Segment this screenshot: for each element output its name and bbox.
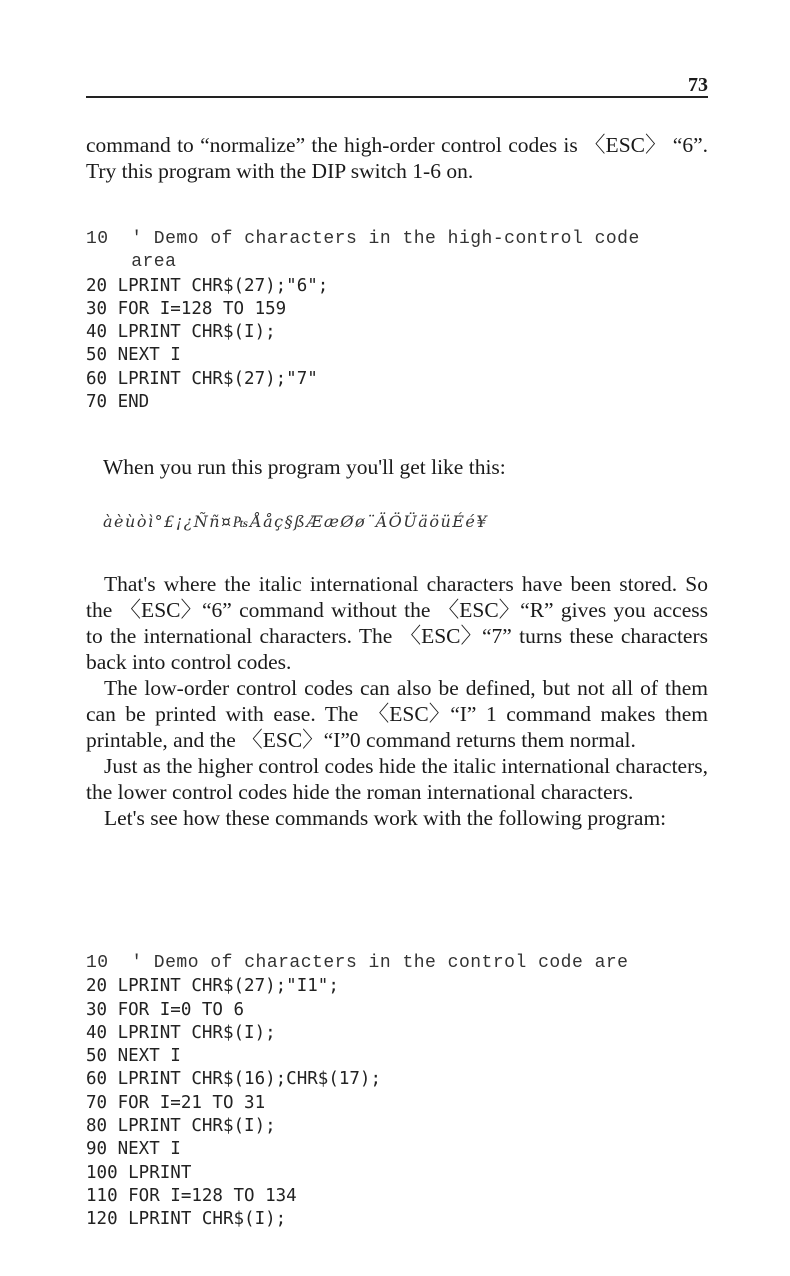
program1-line: area (86, 252, 177, 273)
program2-line: 100 LPRINT (86, 1162, 192, 1183)
program1-line: 40 LPRINT CHR$(I); (86, 322, 276, 343)
printed-character-sample: àèùòì°£¡¿Ññ¤₧Ååç§ßÆæØø¨ÄÖÜäöüÉé¥ (103, 512, 489, 531)
body-paragraph: That's where the italic international characters have been stored. So the 〈ESC〉“6” command without the 〈ESC〉“R” gives you access to the international characters. The 〈ESC〉“7” turns these characters back into control codes. (86, 572, 708, 674)
page-number: 73 (688, 74, 708, 96)
program2-line: 50 NEXT I (86, 1046, 181, 1067)
body-paragraph: The low-order control codes can also be defined, but not all of them can be printed with ease. The 〈ESC〉“I” 1 command makes them printable, and the 〈ESC〉“I”0 command returns them normal. (86, 676, 708, 752)
program1-line: 30 FOR I=128 TO 159 (86, 298, 287, 319)
program1-line: 70 END (86, 392, 150, 413)
program2-line: 70 FOR I=21 TO 31 (86, 1092, 266, 1113)
program2-listing (86, 952, 628, 1232)
program2-line: 60 LPRINT CHR$(16);CHR$(17); (86, 1069, 382, 1090)
program2-line: 40 LPRINT CHR$(I); (86, 1022, 276, 1043)
result-intro-paragraph (103, 454, 708, 480)
program2-line: 30 FOR I=0 TO 6 (86, 999, 245, 1020)
program2-line: 90 NEXT I (86, 1139, 181, 1160)
result-intro-text: When you run this program you'll get like this: (103, 455, 506, 479)
program2-line: 20 LPRINT CHR$(27);"I1"; (86, 976, 339, 997)
body-paragraph: Just as the higher control codes hide the italic international characters, the lower control codes hide the roman international characters. (86, 754, 708, 804)
body-paragraphs (86, 571, 708, 831)
program2-line: 80 LPRINT CHR$(I); (86, 1116, 276, 1137)
body-paragraph: Let's see how these commands work with the following program: (104, 806, 667, 830)
program1-listing (86, 228, 640, 414)
program1-line: 10 ' Demo of characters in the high-control code (86, 229, 640, 249)
program1-line: 50 NEXT I (86, 345, 181, 366)
intro-paragraph (86, 132, 708, 184)
program1-line: 60 LPRINT CHR$(27);"7" (86, 368, 318, 389)
program2-line: 120 LPRINT CHR$(I); (86, 1209, 287, 1230)
header-rule (86, 96, 708, 98)
program2-line: 10 ' Demo of characters in the control code are (86, 953, 629, 973)
program2-line: 110 FOR I=128 TO 134 (86, 1185, 297, 1206)
program1-line: 20 LPRINT CHR$(27);"6"; (86, 275, 329, 296)
intro-text: command to “normalize” the high-order control codes is 〈ESC〉 “6”. Try this program with the DIP switch 1-6 on. (86, 133, 708, 183)
